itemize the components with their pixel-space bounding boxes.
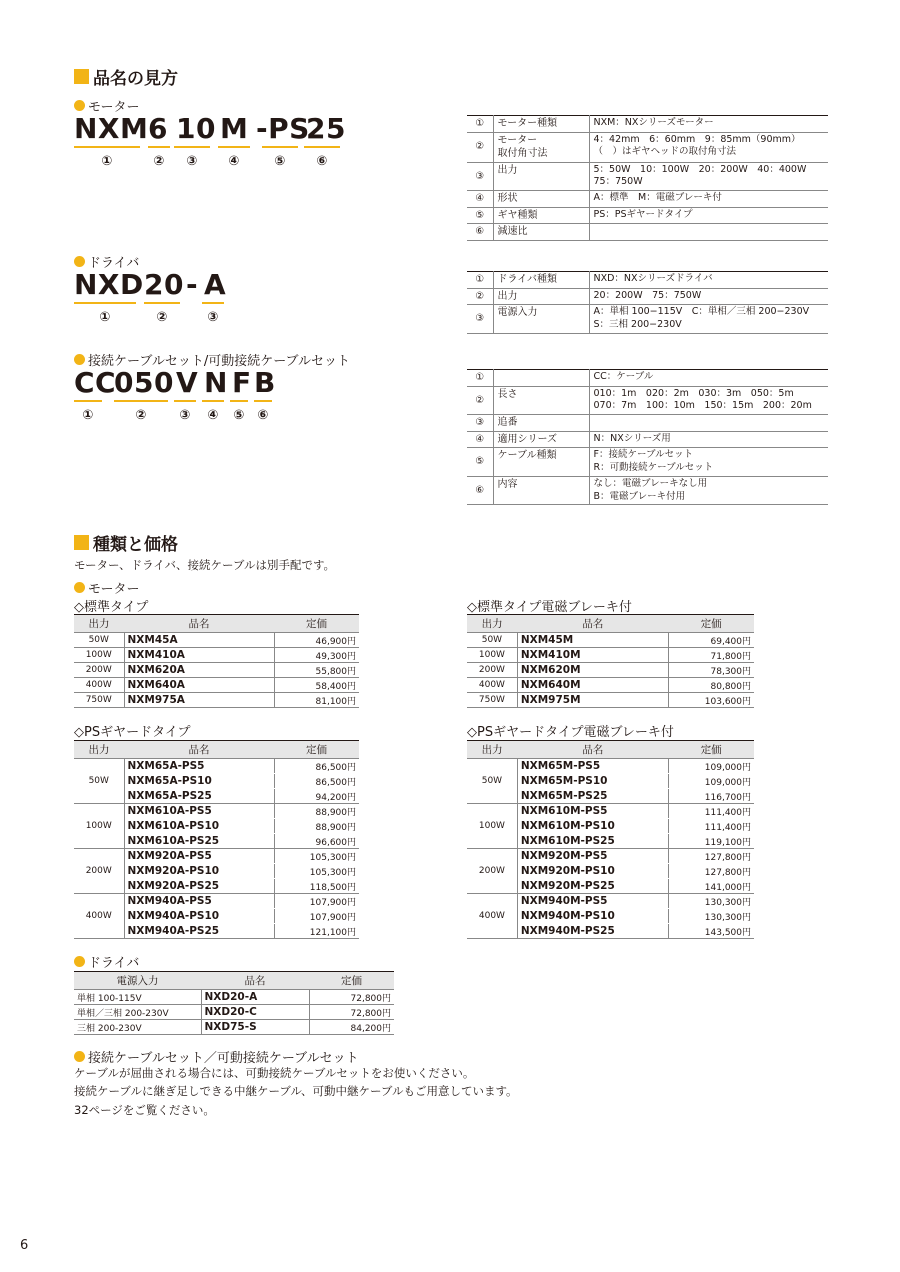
spec-description: NXM：NXシリーズモーター [589, 116, 828, 133]
spec-item: 電源入力 [493, 305, 589, 334]
output-cell: 200W [467, 849, 517, 894]
code-underline [74, 400, 102, 402]
table-row [74, 990, 394, 1005]
price-cell: 86,500円 [274, 774, 359, 789]
product-name-cell: NXM65A-PS10 [124, 774, 274, 789]
product-name-cell: NXM45A [124, 633, 274, 648]
output-cell: 400W [74, 678, 124, 693]
column-header: 定価 [274, 615, 359, 633]
spec-description: 4：42mm 6：60mm 9：85mm（90mm） （ ）はギヤヘッドの取付角寸法 [589, 132, 828, 162]
table-row [74, 648, 359, 663]
spec-number: ① [467, 370, 493, 387]
product-name-cell: NXM610A-PS5 [124, 804, 274, 819]
spec-number: ⑤ [467, 448, 493, 477]
yellow-dot-icon [74, 1051, 85, 1062]
output-cell: 400W [74, 894, 124, 939]
price-cell: 127,800円 [668, 849, 754, 864]
price-cell: 119,100円 [668, 834, 754, 849]
code-position-number: ① [99, 310, 111, 325]
product-name-cell: NXM940A-PS10 [124, 909, 274, 924]
spec-number: ⑥ [467, 476, 493, 505]
code-underline [202, 302, 224, 304]
price-cell: 72,800円 [309, 1005, 394, 1020]
power-input-cell: 単相 100-115V [74, 990, 201, 1005]
column-header: 品名 [124, 615, 274, 633]
spec-number: ⑤ [467, 207, 493, 224]
price-cell: 58,400円 [274, 678, 359, 693]
output-cell: 50W [467, 633, 517, 648]
yellow-square-icon [74, 69, 89, 84]
driver-price-table [74, 971, 394, 1035]
product-name-cell: NXM940M-PS25 [517, 924, 668, 939]
spec-row [467, 132, 828, 162]
spec-description: 5：50W 10：100W 20：200W 40：400W 75：750W [589, 162, 828, 191]
product-name-cell: NXM610A-PS10 [124, 819, 274, 834]
psb-type-title: ◇PSギヤードタイプ電磁ブレーキ付 [467, 725, 674, 740]
ps-price-table [74, 740, 359, 939]
pricing-section-title [74, 530, 178, 555]
product-name-cell: NXM940M-PS10 [517, 909, 668, 924]
price-cell: 109,000円 [668, 774, 754, 789]
product-name-cell: NXM45M [517, 633, 668, 648]
psb-price-table [467, 740, 754, 939]
code-part: B [254, 366, 276, 399]
spec-number: ④ [467, 431, 493, 448]
yellow-dot-icon [74, 354, 85, 365]
spec-description: PS：PSギヤードタイプ [589, 207, 828, 224]
price-cell: 46,900円 [274, 633, 359, 648]
spec-number: ① [467, 116, 493, 133]
code-position-number: ⑤ [233, 408, 245, 423]
table-row [467, 759, 754, 774]
cable-section-text [74, 1064, 518, 1119]
product-name-cell: NXM920M-PS5 [517, 849, 668, 864]
driver-model-code [74, 268, 274, 325]
spec-number: ④ [467, 191, 493, 208]
column-header: 定価 [668, 741, 754, 759]
column-header: 品名 [124, 741, 274, 759]
output-cell: 200W [74, 849, 124, 894]
code-underline [202, 400, 224, 402]
spec-number: ⑥ [467, 224, 493, 241]
price-cell: 143,500円 [668, 924, 754, 939]
product-name-cell: NXD20-C [201, 1005, 309, 1020]
code-underline [230, 400, 248, 402]
product-name-cell: NXM920A-PS25 [124, 879, 274, 894]
table-row [467, 648, 754, 663]
spec-number: ② [467, 386, 493, 415]
code-part: CC [74, 366, 117, 399]
output-cell: 100W [467, 648, 517, 663]
output-cell: 50W [74, 759, 124, 804]
code-part: NXD [74, 268, 144, 301]
table-header-row [74, 972, 394, 990]
price-cell: 71,800円 [668, 648, 754, 663]
price-cell: 141,000円 [668, 879, 754, 894]
code-position-number: ③ [179, 408, 191, 423]
cable-model-code [74, 366, 314, 423]
yellow-dot-icon [74, 256, 85, 267]
table-row [74, 759, 359, 774]
product-name-cell: NXM610M-PS10 [517, 819, 668, 834]
price-cell: 94,200円 [274, 789, 359, 804]
price-cell: 96,600円 [274, 834, 359, 849]
pricing-title-text: 種類と価格 [93, 535, 178, 555]
spec-description: CC：ケーブル [589, 370, 828, 387]
spec-description: 010：1m 020：2m 030：3m 050：5m 070：7m 100：10m 150：15m 200：20m [589, 386, 828, 415]
price-cell: 88,900円 [274, 819, 359, 834]
price-cell: 107,900円 [274, 909, 359, 924]
table-row [74, 633, 359, 648]
spec-item: 出力 [493, 288, 589, 305]
product-name-cell: NXM940A-PS25 [124, 924, 274, 939]
code-part: 6 [148, 112, 168, 145]
product-name-cell: NXM65A-PS5 [124, 759, 274, 774]
code-part: F [232, 366, 252, 399]
spec-row [467, 272, 828, 289]
price-cell: 111,400円 [668, 819, 754, 834]
code-position-number: ⑥ [257, 408, 269, 423]
cable-section-label-text: 接続ケーブルセット／可動接続ケーブルセット [88, 1051, 359, 1066]
code-part: 10 [176, 112, 216, 145]
code-position-number: ③ [207, 310, 219, 325]
code-underline [174, 146, 210, 148]
table-row [74, 894, 359, 909]
product-name-cell: NXM410M [517, 648, 668, 663]
column-header: 定価 [309, 972, 394, 990]
product-name-cell: NXM920M-PS25 [517, 879, 668, 894]
spec-number: ③ [467, 162, 493, 191]
spec-item [493, 370, 589, 387]
price-cell: 105,300円 [274, 864, 359, 879]
page-number: 6 [20, 1238, 29, 1253]
table-header-row [467, 615, 754, 633]
column-header: 電源入力 [74, 972, 201, 990]
table-header-row [74, 615, 359, 633]
price-cell: 80,800円 [668, 678, 754, 693]
output-cell: 100W [74, 804, 124, 849]
table-header-row [74, 741, 359, 759]
column-header: 出力 [467, 741, 517, 759]
table-row [467, 849, 754, 864]
table-row [467, 633, 754, 648]
code-position-number: ⑤ [274, 154, 286, 169]
spec-item: 形状 [493, 191, 589, 208]
price-cell: 109,000円 [668, 759, 754, 774]
code-underline [174, 400, 196, 402]
code-underline [262, 146, 298, 148]
price-cell: 130,300円 [668, 894, 754, 909]
naming-section-title [74, 64, 178, 89]
spec-row [467, 448, 828, 477]
output-cell: 400W [467, 894, 517, 939]
yellow-dot-icon [74, 100, 85, 111]
spec-item: 追番 [493, 415, 589, 432]
motor-spec-table [467, 115, 828, 241]
spec-number: ③ [467, 305, 493, 334]
spec-item: 出力 [493, 162, 589, 191]
column-header: 品名 [517, 741, 668, 759]
code-position-number: ④ [207, 408, 219, 423]
price-cell: 55,800円 [274, 663, 359, 678]
spec-item: ケーブル種類 [493, 448, 589, 477]
spec-item: 内容 [493, 476, 589, 505]
spec-item: 適用シリーズ [493, 431, 589, 448]
spec-row [467, 207, 828, 224]
output-cell: 50W [74, 633, 124, 648]
code-underline [74, 146, 140, 148]
driver-price-label [74, 952, 139, 971]
code-part: - [186, 268, 199, 301]
table-row [74, 663, 359, 678]
spec-number: ③ [467, 415, 493, 432]
cable-text-line: 接続ケーブルに継ぎ足しできる中継ケーブル、可動中継ケーブルもご用意しています。 [74, 1084, 518, 1099]
std-type-title: ◇標準タイプ [74, 600, 149, 615]
motor-price-label-text: モーター [88, 582, 140, 597]
code-underline [74, 302, 136, 304]
spec-item: 減速比 [493, 224, 589, 241]
spec-description: なし：電磁ブレーキなし用 B：電磁ブレーキ付用 [589, 476, 828, 505]
spec-description [589, 224, 828, 241]
spec-row [467, 162, 828, 191]
output-cell: 100W [467, 804, 517, 849]
code-position-number: ② [153, 154, 165, 169]
spec-row [467, 370, 828, 387]
code-position-number: ② [156, 310, 168, 325]
motor-code-label-text: モーター [88, 100, 140, 115]
product-name-cell: NXM940A-PS5 [124, 894, 274, 909]
cable-code-label-text: 接続ケーブルセット/可動接続ケーブルセット [88, 354, 351, 369]
spec-number: ② [467, 288, 493, 305]
product-name-cell: NXM620M [517, 663, 668, 678]
column-header: 出力 [467, 615, 517, 633]
price-cell: 69,400円 [668, 633, 754, 648]
price-cell: 121,100円 [274, 924, 359, 939]
table-row [467, 663, 754, 678]
code-position-number: ① [82, 408, 94, 423]
cable-text-line: ケーブルが屈曲される場合には、可動接続ケーブルセットをお使いください。 [74, 1066, 475, 1080]
code-underline [148, 146, 170, 148]
product-name-cell: NXM610M-PS5 [517, 804, 668, 819]
code-position-number: ⑥ [316, 154, 328, 169]
spec-item: ドライバ種類 [493, 272, 589, 289]
code-part: N [204, 366, 228, 399]
product-name-cell: NXM975M [517, 693, 668, 708]
product-name-cell: NXM975A [124, 693, 274, 708]
ps-type-title: ◇PSギヤードタイプ [74, 725, 191, 740]
table-row [74, 804, 359, 819]
spec-description: A：単相 100−115V C：単相／三相 200−230V S：三相 200−230V [589, 305, 828, 334]
price-cell: 49,300円 [274, 648, 359, 663]
spec-description: 20：200W 75：750W [589, 288, 828, 305]
code-underline [144, 302, 180, 304]
product-name-cell: NXD20-A [201, 990, 309, 1005]
spec-description: N：NXシリーズ用 [589, 431, 828, 448]
driver-spec-table [467, 271, 828, 334]
spec-row [467, 386, 828, 415]
product-name-cell: NXM640M [517, 678, 668, 693]
product-name-cell: NXM65M-PS25 [517, 789, 668, 804]
spec-description: NXD：NXシリーズドライバ [589, 272, 828, 289]
column-header: 品名 [517, 615, 668, 633]
spec-description: A：標準 M：電磁ブレーキ付 [589, 191, 828, 208]
code-position-number: ④ [228, 154, 240, 169]
product-name-cell: NXM610A-PS25 [124, 834, 274, 849]
code-part: 25 [306, 112, 346, 145]
code-underline [254, 400, 272, 402]
column-header: 品名 [201, 972, 309, 990]
price-cell: 86,500円 [274, 759, 359, 774]
table-row [467, 678, 754, 693]
output-cell: 200W [74, 663, 124, 678]
table-row [74, 1020, 394, 1035]
product-name-cell: NXM610M-PS25 [517, 834, 668, 849]
motor-price-label [74, 578, 139, 597]
code-part: 20 [144, 268, 184, 301]
price-cell: 116,700円 [668, 789, 754, 804]
code-part: A [204, 268, 227, 301]
price-cell: 105,300円 [274, 849, 359, 864]
code-part: -PS [256, 112, 310, 145]
product-name-cell: NXM940M-PS5 [517, 894, 668, 909]
power-input-cell: 単相／三相 200-230V [74, 1005, 201, 1020]
table-header-row [467, 741, 754, 759]
spec-row [467, 224, 828, 241]
table-row [467, 693, 754, 708]
spec-row [467, 288, 828, 305]
price-cell: 84,200円 [309, 1020, 394, 1035]
spec-row [467, 305, 828, 334]
yellow-dot-icon [74, 956, 85, 967]
price-cell: 127,800円 [668, 864, 754, 879]
output-cell: 400W [467, 678, 517, 693]
spec-row [467, 415, 828, 432]
spec-number: ① [467, 272, 493, 289]
spec-row [467, 476, 828, 505]
code-part: M [220, 112, 249, 145]
spec-row [467, 116, 828, 133]
code-part: V [176, 366, 199, 399]
naming-title-text: 品名の見方 [93, 69, 178, 89]
product-name-cell: NXM410A [124, 648, 274, 663]
price-cell: 78,300円 [668, 663, 754, 678]
code-position-number: ① [101, 154, 113, 169]
spec-item: 長さ [493, 386, 589, 415]
code-underline [304, 146, 340, 148]
pricing-note: モーター、ドライバ、接続ケーブルは別手配です。 [74, 558, 336, 572]
driver-price-label-text: ドライバ [88, 956, 140, 971]
table-row [74, 1005, 394, 1020]
price-cell: 130,300円 [668, 909, 754, 924]
spec-item: ギヤ種類 [493, 207, 589, 224]
brake-price-table [467, 614, 754, 708]
product-name-cell: NXM65M-PS10 [517, 774, 668, 789]
cable-text-line: 32ページをご覧ください。 [74, 1102, 215, 1117]
product-name-cell: NXM920M-PS10 [517, 864, 668, 879]
product-name-cell: NXM920A-PS10 [124, 864, 274, 879]
output-cell: 750W [74, 693, 124, 708]
driver-code-label-text: ドライバ [88, 256, 140, 271]
product-name-cell: NXM920A-PS5 [124, 849, 274, 864]
spec-number: ② [467, 132, 493, 162]
spec-row [467, 431, 828, 448]
spec-item: モーター 取付角寸法 [493, 132, 589, 162]
spec-description [589, 415, 828, 432]
code-position-number: ③ [186, 154, 198, 169]
yellow-dot-icon [74, 582, 85, 593]
product-name-cell: NXM640A [124, 678, 274, 693]
brake-type-title: ◇標準タイプ電磁ブレーキ付 [467, 600, 632, 615]
column-header: 定価 [668, 615, 754, 633]
product-name-cell: NXM65M-PS5 [517, 759, 668, 774]
output-cell: 100W [74, 648, 124, 663]
output-cell: 50W [467, 759, 517, 804]
table-row [74, 849, 359, 864]
table-row [74, 678, 359, 693]
output-cell: 750W [467, 693, 517, 708]
table-row [467, 894, 754, 909]
column-header: 定価 [274, 741, 359, 759]
price-cell: 111,400円 [668, 804, 754, 819]
product-name-cell: NXD75-S [201, 1020, 309, 1035]
price-cell: 107,900円 [274, 894, 359, 909]
spec-description: F：接続ケーブルセット R：可動接続ケーブルセット [589, 448, 828, 477]
code-underline [218, 146, 250, 148]
code-underline [114, 400, 168, 402]
std-price-table [74, 614, 359, 708]
column-header: 出力 [74, 615, 124, 633]
code-part: NXM [74, 112, 149, 145]
yellow-square-icon [74, 535, 89, 550]
cable-spec-table [467, 369, 828, 505]
product-name-cell: NXM620A [124, 663, 274, 678]
price-cell: 103,600円 [668, 693, 754, 708]
table-row [467, 804, 754, 819]
table-row [74, 693, 359, 708]
price-cell: 88,900円 [274, 804, 359, 819]
price-cell: 81,100円 [274, 693, 359, 708]
price-cell: 72,800円 [309, 990, 394, 1005]
code-position-number: ② [135, 408, 147, 423]
code-part: 050 [114, 366, 174, 399]
column-header: 出力 [74, 741, 124, 759]
output-cell: 200W [467, 663, 517, 678]
price-cell: 118,500円 [274, 879, 359, 894]
product-name-cell: NXM65A-PS25 [124, 789, 274, 804]
power-input-cell: 三相 200-230V [74, 1020, 201, 1035]
spec-item: モーター種類 [493, 116, 589, 133]
motor-model-code [74, 112, 374, 169]
spec-row [467, 191, 828, 208]
